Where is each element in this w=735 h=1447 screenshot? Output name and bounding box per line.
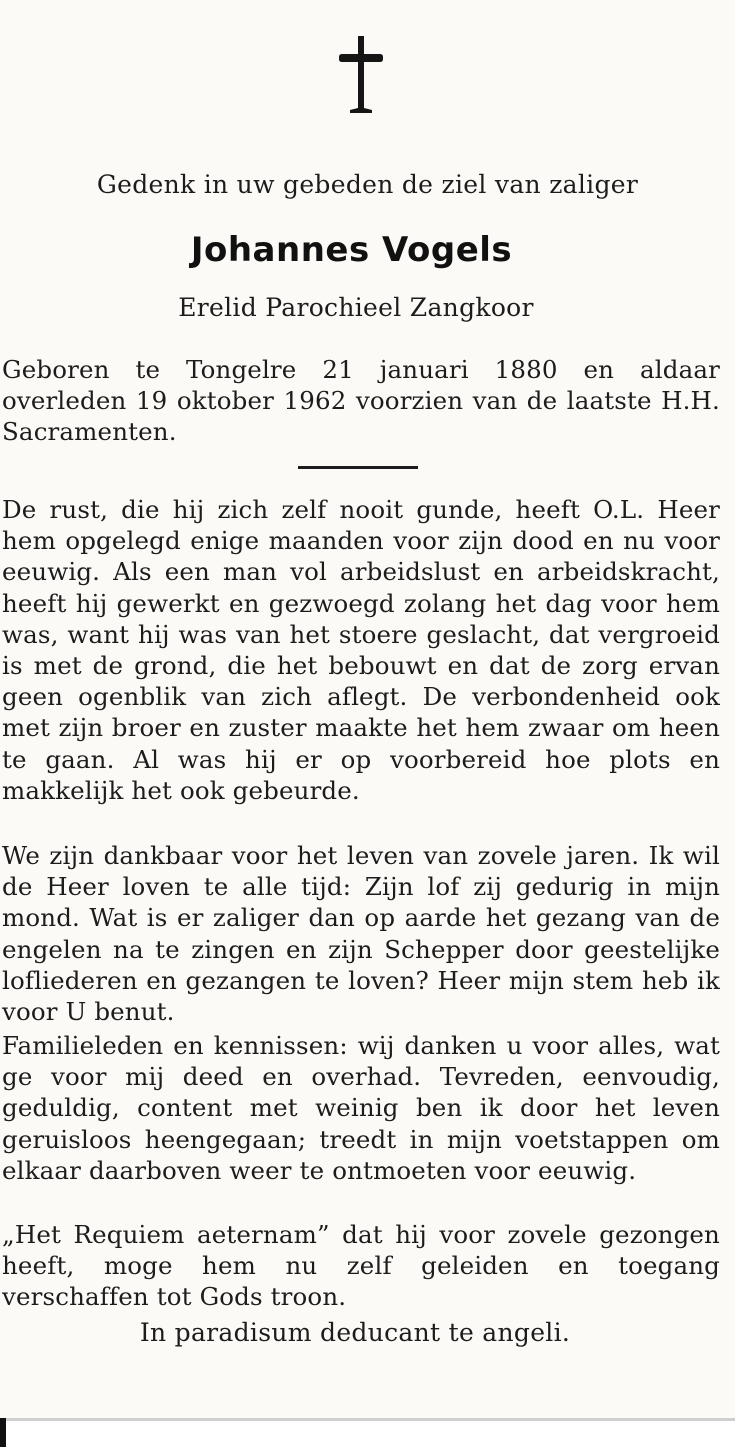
paragraph-rest: De rust, die hij zich zelf nooit gunde, heeft O.L. Heer hem opgelegd enige maanden voor zijn dood en nu voor eeuwig. Als een man vol arbeidslust en arbeidskracht, heeft hij gewerkt en gezwoegd zolang het dag voor hem was, want hij was van het stoere geslacht, dat vergroeid is met de grond, die het bebouwt en dat de zorg ervan geen ogenblik van zich aflegt. De verbondenheid ook met zijn broer en zuster maakte het hem zwaar om heen te gaan. Al was hij er op voorbereid hoe plots en makkelijk het ook gebeurde. xyxy=(2,495,720,805)
paragraph-requiem: „Het Requiem aeternam” dat hij voor zovele gezongen heeft, moge hem nu zelf geleiden en toegang verschaffen tot Gods troon. xyxy=(2,1220,720,1312)
paragraph-gratitude: We zijn dankbaar voor het leven van zovele jaren. Ik wil de Heer loven te alle tijd: Zijn lof zij gedurig in mijn mond. Wat is er zaliger dan op aarde het gezang van de engelen na te zingen en zijn Schepper door geestelijke lofliederen en gezangen te loven? Heer mijn stem heb ik voor U benut. xyxy=(2,841,720,1027)
card-bottom-edge xyxy=(0,1418,735,1421)
divider-line xyxy=(298,466,418,469)
scan-edge-mark xyxy=(0,1418,6,1447)
latin-cross-icon xyxy=(336,34,386,114)
birth-death-text: Geboren te Tongelre 21 januari 1880 en aldaar overleden 19 oktober 1962 voorzien van de laatste H.H. Sacramenten. xyxy=(2,355,720,447)
intro-line: Gedenk in uw gebeden de ziel van zaliger xyxy=(96,170,639,199)
deceased-name: Johannes Vogels xyxy=(190,230,513,270)
closing-line: In paradisum deducant te angeli. xyxy=(139,1318,571,1347)
paragraph-family: Familieleden en kennissen: wij danken u voor alles, wat ge voor mij deed en overhad. Tevreden, eenvoudig, geduldig, content met weinig ben ik door het leven geruisloos heengegaan; treedt in mijn voetstappen om elkaar daarboven weer te ontmoeten voor eeuwig. xyxy=(2,1031,720,1185)
deceased-role: Erelid Parochieel Zangkoor xyxy=(178,293,534,322)
